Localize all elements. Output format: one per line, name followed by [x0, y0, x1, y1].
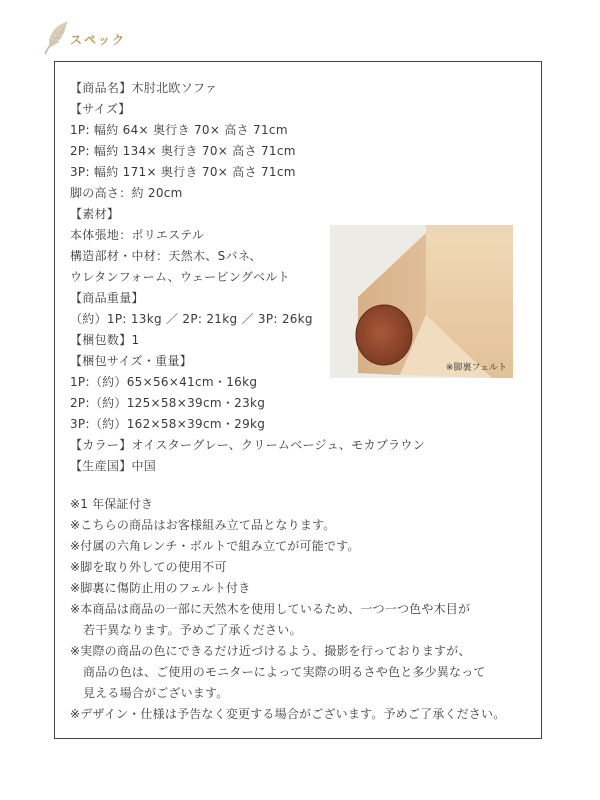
spec-line: 1P:（約）65×56×41cm・16kg — [70, 375, 258, 389]
spec-line: ウレタンフォーム、ウェービングベルト — [70, 270, 290, 284]
spec-line: 1P: 幅約 64× 奥行き 70× 高さ 71cm — [70, 123, 288, 137]
note-line: ※こちらの商品はお客様組み立て品となります。 — [70, 518, 336, 532]
spec-line: 2P: 幅約 134× 奥行き 70× 高さ 71cm — [70, 144, 296, 158]
wooden-leg-illustration — [330, 225, 513, 378]
note-line: 見える場合がございます。 — [83, 686, 229, 700]
leg-felt-photo — [330, 225, 513, 378]
spec-line: 【カラー】オイスターグレー、クリームベージュ、モカブラウン — [70, 438, 426, 452]
note-line: 若干異なります。予めご了承ください。 — [83, 623, 302, 637]
spec-line: 【生産国】中国 — [70, 459, 157, 473]
note-line: ※デザイン・仕様は予告なく変更する場合がございます。予めご了承ください。 — [70, 707, 506, 721]
note-line: ※脚裏に傷防止用のフェルト付き — [70, 581, 251, 595]
spec-line: 3P: 幅約 171× 奥行き 70× 高さ 71cm — [70, 165, 296, 179]
spec-line: （約）1P: 13kg ／ 2P: 21kg ／ 3P: 26kg — [70, 312, 313, 326]
note-line: 商品の色は、ご使用のモニターによって実際の明るさや色と多少異なって — [83, 665, 486, 679]
spec-line: 【梱包数】1 — [70, 333, 140, 347]
spec-line: 【サイズ】 — [70, 102, 131, 116]
leaf-icon — [40, 18, 72, 58]
spec-line: 構造部材・中材：天然木、Sバネ、 — [70, 249, 262, 263]
spec-line: 【商品重量】 — [70, 291, 144, 305]
spec-box — [54, 61, 542, 739]
note-line: ※本商品は商品の一部に天然木を使用しているため、一つ一つ色や木目が — [70, 602, 471, 616]
spec-line: 本体張地：ポリエステル — [70, 228, 205, 242]
photo-caption: ※脚裏フェルト — [445, 363, 507, 373]
spec-line: 【素材】 — [70, 207, 120, 221]
spec-line: 【商品名】木肘北欧ソファ — [70, 81, 218, 95]
spec-line: 3P:（約）162×58×39cm・29kg — [70, 417, 266, 431]
spec-line: 2P:（約）125×58×39cm・23kg — [70, 396, 266, 410]
note-line: ※1 年保証付き — [70, 497, 154, 511]
section-title: スペック — [70, 33, 127, 47]
notes-list — [70, 494, 505, 725]
note-line: ※付属の六角レンチ・ボルトで組み立てが可能です。 — [70, 539, 360, 553]
note-line: ※脚を取り外しての使用不可 — [70, 560, 227, 574]
spec-line: 【梱包サイズ・重量】 — [70, 354, 193, 368]
note-line: ※実際の商品の色にできるだけ近づけるよう、撮影を行っておりますが、 — [70, 644, 471, 658]
spec-line: 脚の高さ：約 20cm — [70, 186, 183, 200]
